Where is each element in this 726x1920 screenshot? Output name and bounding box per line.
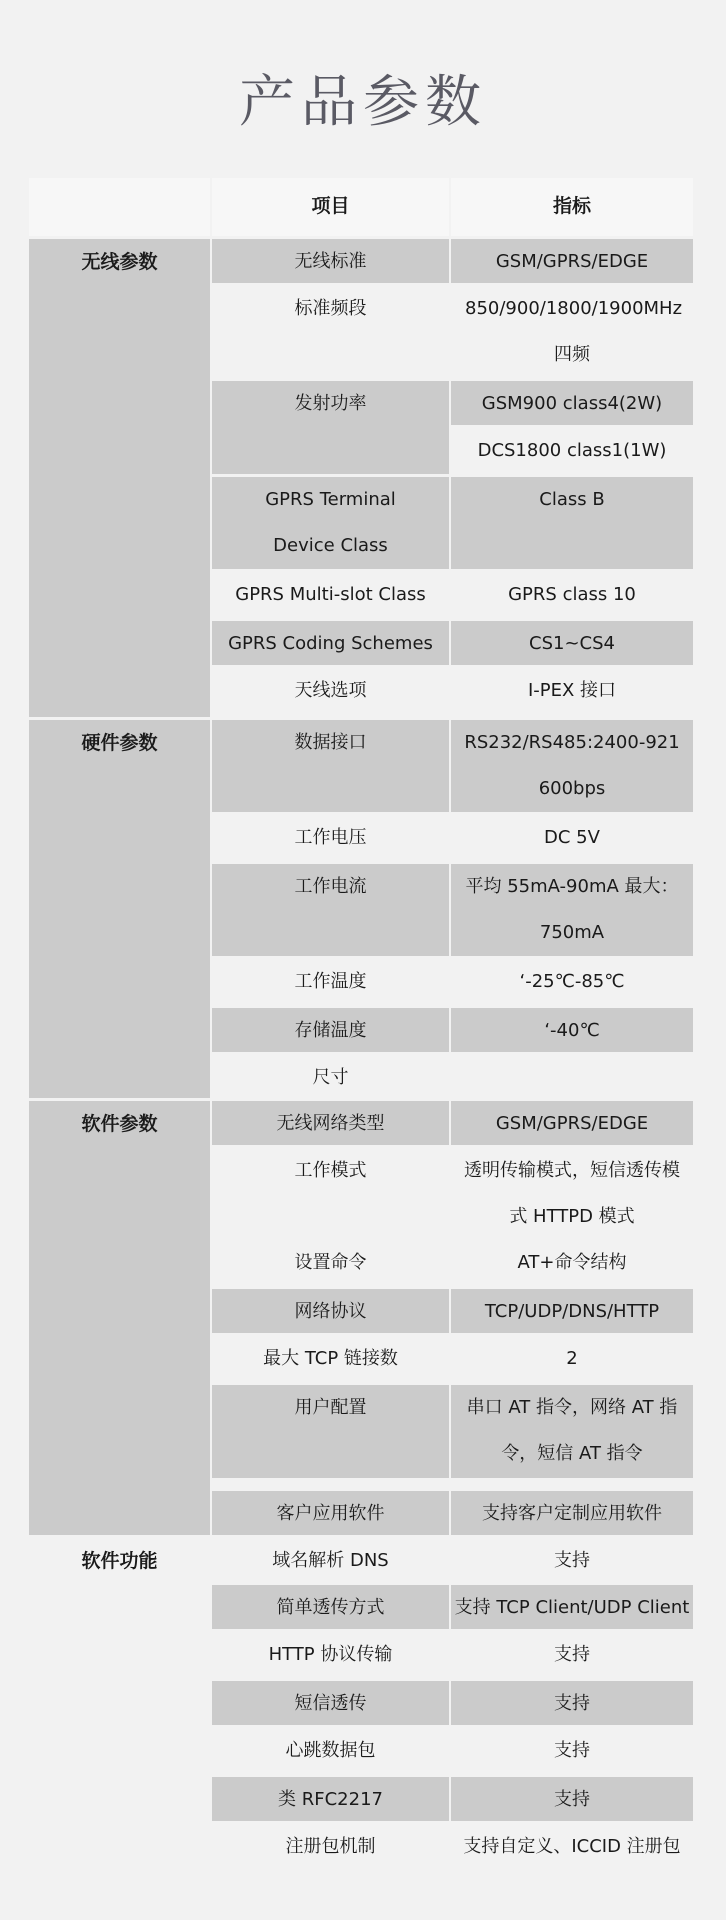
table-row-value: 支持 bbox=[554, 1740, 590, 1761]
table-row-value: 支持 bbox=[554, 1550, 590, 1571]
table-row-value: GSM/GPRS/EDGE bbox=[451, 239, 693, 283]
table-row-value: 支持 TCP Client/UDP Client bbox=[451, 1585, 693, 1629]
table-row-item: 最大 TCP 链接数 bbox=[263, 1348, 398, 1369]
table-row-item: 客户应用软件 bbox=[212, 1491, 449, 1535]
table-row-value: 透明传输模式，短信透传模式 HTTPD 模式 bbox=[464, 1160, 680, 1227]
category-software: 软件参数 bbox=[29, 1101, 210, 1535]
table-row-item: 工作电压 bbox=[294, 827, 367, 848]
table-row-value: 串口 AT 指令，网络 AT 指令，短信 AT 指令 bbox=[451, 1385, 693, 1478]
table-row-value: ‘-40℃ bbox=[451, 1008, 693, 1052]
table-row-value: GSM900 class4(2W) bbox=[451, 381, 693, 425]
table-row-item: 存储温度 bbox=[212, 1008, 449, 1052]
table-row-item: 类 RFC2217 bbox=[212, 1777, 449, 1821]
table-row-value: CS1~CS4 bbox=[451, 621, 693, 665]
table-row-item: 设置命令 bbox=[294, 1252, 367, 1273]
table-row-item: 用户配置 bbox=[212, 1385, 449, 1478]
table-row-item: 无线网络类型 bbox=[212, 1101, 449, 1145]
table-row-value: RS232/RS485:2400-921600bps bbox=[451, 720, 693, 812]
table-row-value: 2 bbox=[566, 1348, 578, 1369]
category-wireless: 无线参数 bbox=[29, 239, 210, 717]
table-row-item: 短信透传 bbox=[212, 1681, 449, 1725]
table-row-item: 工作电流 bbox=[212, 864, 449, 956]
table-row-item: GPRS Terminal Device Class bbox=[212, 477, 449, 569]
table-row-item: 工作温度 bbox=[294, 971, 367, 992]
table-row-item: GPRS Coding Schemes bbox=[212, 621, 449, 665]
spec-table bbox=[29, 178, 693, 1879]
table-row-value: AT+命令结构 bbox=[517, 1252, 627, 1273]
table-row-value: 支持 bbox=[451, 1777, 693, 1821]
table-row-value: 支持自定义、ICCID 注册包 bbox=[463, 1836, 681, 1857]
table-row-item: 注册包机制 bbox=[285, 1836, 376, 1857]
table-row-value: GSM/GPRS/EDGE bbox=[451, 1101, 693, 1145]
table-row-value: DCS1800 class1(1W) bbox=[477, 440, 667, 461]
table-row-value: 支持 bbox=[554, 1644, 590, 1665]
table-row-item: 无线标准 bbox=[212, 239, 449, 283]
header-value: 指标 bbox=[451, 178, 693, 236]
table-row-value: ‘-25℃-85℃ bbox=[519, 971, 625, 992]
table-row-value: DC 5V bbox=[544, 827, 600, 848]
table-row-value: 平均 55mA-90mA 最大：750mA bbox=[451, 864, 693, 956]
category-hardware: 硬件参数 bbox=[29, 720, 210, 1098]
table-row-item: 心跳数据包 bbox=[285, 1740, 376, 1761]
table-row-item: GPRS Multi-slot Class bbox=[235, 584, 426, 605]
table-row-value: GPRS class 10 bbox=[508, 584, 636, 605]
table-row-item: 数据接口 bbox=[212, 720, 449, 812]
table-row-value: 支持客户定制应用软件 bbox=[451, 1491, 693, 1535]
table-row-item: 域名解析 DNS bbox=[272, 1550, 389, 1571]
table-row-item: 标准频段 bbox=[294, 298, 367, 319]
table-row-value: 支持 bbox=[451, 1681, 693, 1725]
table-row-value: I-PEX 接口 bbox=[527, 680, 617, 701]
table-row-value: Class B bbox=[451, 477, 693, 569]
table-row-item: HTTP 协议传输 bbox=[268, 1644, 393, 1665]
table-row-value: 850/900/1800/1900MHz 四频 bbox=[465, 298, 683, 365]
header-item: 项目 bbox=[212, 178, 449, 236]
table-row-value: TCP/UDP/DNS/HTTP bbox=[451, 1289, 693, 1333]
table-row-item: 天线选项 bbox=[294, 680, 367, 701]
table-row-item: 工作模式 bbox=[294, 1160, 367, 1181]
category-functions: 软件功能 bbox=[81, 1550, 158, 1572]
table-row-item: 简单透传方式 bbox=[212, 1585, 449, 1629]
table-row-item: 尺寸 bbox=[312, 1067, 349, 1088]
page-title: 产品参数 bbox=[239, 70, 487, 135]
table-row-item: 网络协议 bbox=[212, 1289, 449, 1333]
header-blank bbox=[29, 178, 210, 236]
table-row-value bbox=[451, 1055, 693, 1098]
table-row-item: 发射功率 bbox=[212, 381, 449, 474]
